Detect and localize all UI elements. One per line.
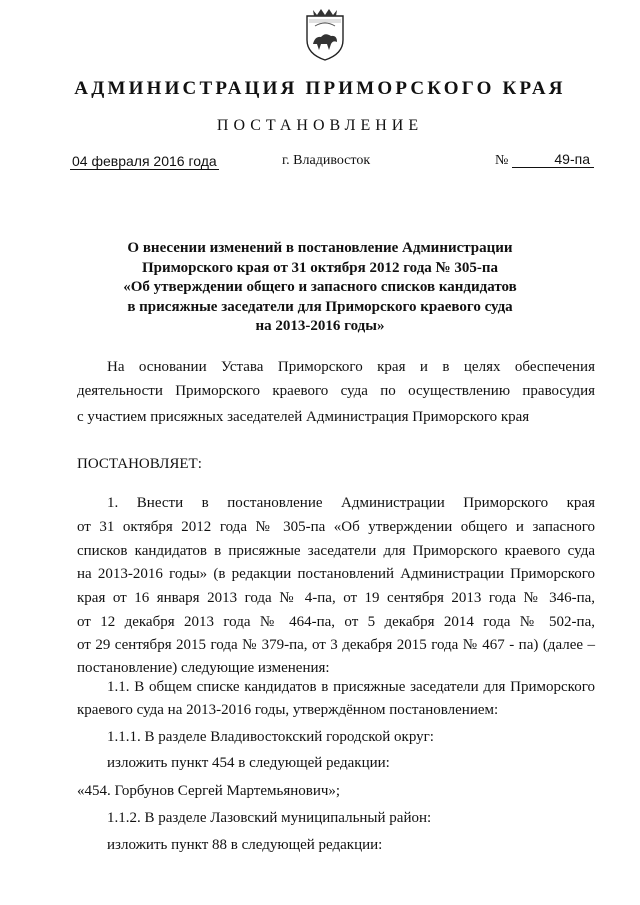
resolves-heading: ПОСТАНОВЛЯЕТ: <box>77 456 202 472</box>
item1-line: от 31 октября 2012 года № 305-па «Об утверждении общего и запасного <box>77 519 595 535</box>
document-city: г. Владивосток <box>282 153 371 168</box>
document-type: ПОСТАНОВЛЕНИЕ <box>216 117 424 134</box>
document-title <box>90 239 550 337</box>
item1-1-line: 1.1. В общем списке кандидатов в присяжные заседатели для Приморского <box>107 679 595 695</box>
item1-1-2-instruction: изложить пункт 88 в следующей редакции: <box>107 837 383 853</box>
item1-line: 1. Внести в постановление Администрации Приморского края <box>107 495 595 511</box>
title-line: в присяжные заседатели для Приморского краевого суда <box>127 298 513 315</box>
item1-1-2-heading: 1.1.2. В разделе Лазовский муниципальный район: <box>107 810 432 826</box>
item1-line: списков кандидатов в присяжные заседатели для Приморского краевого суда <box>77 543 595 559</box>
preamble-line: На основании Устава Приморского края и в целях обеспечения <box>107 359 595 375</box>
title-line: на 2013-2016 годы» <box>255 318 385 334</box>
item1-1-1-instruction: изложить пункт 454 в следующей редакции: <box>107 755 390 771</box>
item1-line: от 12 декабря 2013 года № 464-па, от 5 декабря 2014 года № 502-па, <box>77 614 595 630</box>
preamble-line: деятельности Приморского краевого суда по осуществлению правосудия <box>77 383 595 399</box>
document-number-label: № <box>495 153 509 168</box>
item1-line: от 29 сентября 2015 года № 379-па, от 3 декабря 2015 года № 467 - па) (далее – <box>77 637 595 653</box>
organization-name: АДМИНИСТРАЦИЯ ПРИМОРСКОГО КРАЯ <box>74 78 566 99</box>
item1-line: края от 16 января 2013 года № 4-па, от 19 сентября 2013 года № 346-па, <box>77 590 595 606</box>
item1-1-1-heading: 1.1.1. В разделе Владивостокский городской округ: <box>107 729 434 745</box>
coat-of-arms-icon <box>303 6 347 62</box>
item1-line: постановление) следующие изменения: <box>77 660 330 676</box>
document-number: 49-па <box>512 151 594 168</box>
preamble-line: с участием присяжных заседателей Администрация Приморского края <box>77 409 530 425</box>
item1-line: на 2013-2016 годы» (в редакции постановлений Администрации Приморского <box>77 566 595 582</box>
title-line: «Об утверждении общего и запасного списков кандидатов <box>123 279 517 295</box>
item1-1-1-text: «454. Горбунов Сергей Мартемьянович»; <box>77 783 341 799</box>
document-date: 04 февраля 2016 года <box>72 153 217 169</box>
item1-1-line: краевого суда на 2013-2016 годы, утверждённом постановлением: <box>77 702 499 718</box>
title-line: Приморского края от 31 октября 2012 года № 305-па <box>141 259 498 276</box>
title-line: О внесении изменений в постановление Администрации <box>127 240 513 256</box>
